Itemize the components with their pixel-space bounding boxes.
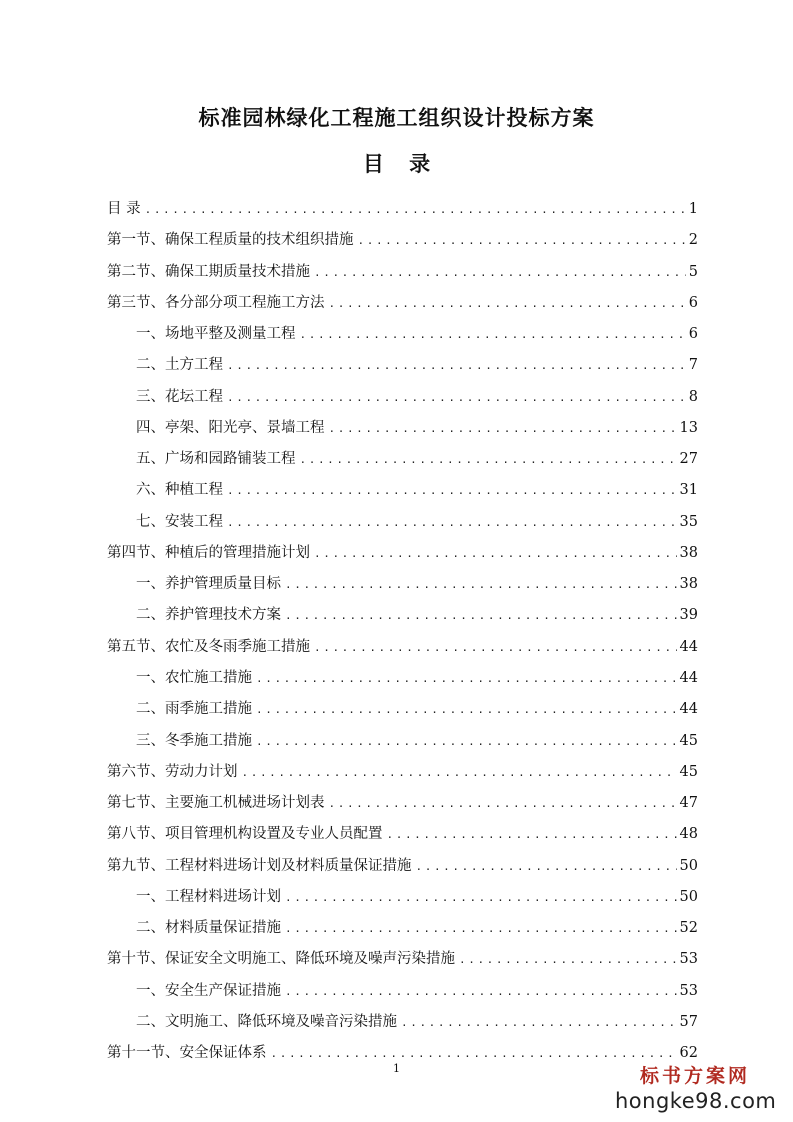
- toc-entry[interactable]: [107, 696, 698, 727]
- toc-entry-page: 45: [679, 732, 698, 749]
- toc-entry-page: 6: [688, 294, 698, 311]
- toc-entry-page: 13: [679, 419, 698, 436]
- toc-entry-label: 第十节、保证安全文明施工、降低环境及噪声污染措施: [107, 951, 455, 968]
- toc-entry-page: 44: [679, 669, 698, 686]
- toc-entry[interactable]: [107, 415, 698, 446]
- toc-entry[interactable]: [107, 227, 698, 258]
- toc-leader-dots: [227, 478, 677, 504]
- toc-entry-label: 第一节、确保工程质量的技术组织措施: [107, 232, 354, 249]
- toc-entry[interactable]: [107, 290, 698, 321]
- toc-entry-page: 48: [679, 826, 698, 843]
- toc-entry[interactable]: [107, 259, 698, 290]
- toc-entry-label: 七、安装工程: [136, 513, 223, 530]
- toc-leader-dots: [227, 510, 677, 536]
- toc-leader-dots: [300, 447, 677, 473]
- toc-heading: 目 录: [362, 151, 431, 176]
- toc-entry-label: 五、广场和园路铺装工程: [136, 451, 296, 468]
- toc-entry-label: 四、亭架、阳光亭、景墙工程: [136, 419, 325, 436]
- toc-entry[interactable]: [107, 509, 698, 540]
- toc-entry-page: 5: [688, 263, 698, 280]
- toc-entry-label: 一、农忙施工措施: [136, 669, 252, 686]
- toc-entry[interactable]: [107, 790, 698, 821]
- toc-entry-label: 一、安全生产保证措施: [136, 982, 281, 999]
- toc-entry-page: 2: [688, 232, 698, 249]
- toc-leader-dots: [358, 228, 686, 254]
- toc-leader-dots: [329, 791, 677, 817]
- toc-entry-label: 三、冬季施工措施: [136, 732, 252, 749]
- toc-entry-page: 62: [679, 1045, 698, 1062]
- toc-entry-page: 1: [688, 201, 698, 217]
- toc-entry-page: 44: [679, 638, 698, 655]
- toc-leader-dots: [285, 916, 677, 942]
- toc-entry-label: 一、工程材料进场计划: [136, 888, 281, 905]
- watermark-url: hongke98.com: [615, 1089, 777, 1113]
- toc-entry-label: 一、场地平整及测量工程: [136, 326, 296, 343]
- toc-leader-dots: [329, 291, 686, 317]
- toc-leader-dots: [227, 385, 686, 411]
- toc-entry-label: 二、雨季施工措施: [136, 701, 252, 718]
- toc-entry-page: 53: [679, 982, 698, 999]
- site-watermark: [615, 1064, 775, 1114]
- toc-entry[interactable]: [107, 884, 698, 915]
- toc-entry-label: 第八节、项目管理机构设置及专业人员配置: [107, 826, 383, 843]
- toc-entry-page: 7: [688, 357, 698, 374]
- toc-entry-page: 38: [679, 544, 698, 561]
- toc-entry[interactable]: [107, 196, 698, 227]
- toc-entry-page: 8: [688, 388, 698, 405]
- toc-entry-page: 27: [679, 451, 698, 468]
- toc-entry-page: 39: [679, 607, 698, 624]
- toc-leader-dots: [416, 854, 677, 880]
- toc-entry[interactable]: [107, 759, 698, 790]
- toc-entry-page: 50: [679, 888, 698, 905]
- table-of-contents: [107, 196, 698, 1071]
- toc-entry-page: 50: [679, 857, 698, 874]
- toc-leader-dots: [285, 885, 677, 911]
- toc-entry[interactable]: [107, 384, 698, 415]
- document-title: 标准园林绿化工程施工组织设计投标方案: [198, 105, 595, 130]
- toc-leader-dots: [242, 760, 677, 786]
- toc-leader-dots: [314, 635, 677, 661]
- toc-entry-page: 6: [688, 326, 698, 343]
- toc-entry-page: 53: [679, 951, 698, 968]
- toc-entry-label: 第五节、农忙及冬雨季施工措施: [107, 638, 310, 655]
- toc-entry-page: 52: [679, 920, 698, 937]
- toc-leader-dots: [387, 822, 677, 848]
- toc-entry-page: 47: [679, 795, 698, 812]
- toc-entry[interactable]: [107, 571, 698, 602]
- toc-leader-dots: [285, 979, 677, 1005]
- toc-entry[interactable]: [107, 853, 698, 884]
- toc-entry[interactable]: [107, 915, 698, 946]
- toc-leader-dots: [314, 541, 677, 567]
- toc-entry[interactable]: [107, 978, 698, 1009]
- toc-entry[interactable]: [107, 321, 698, 352]
- toc-entry-label: 二、土方工程: [136, 357, 223, 374]
- toc-entry[interactable]: [107, 821, 698, 852]
- toc-entry[interactable]: [107, 477, 698, 508]
- toc-entry-label: 第六节、劳动力计划: [107, 763, 238, 780]
- toc-entry[interactable]: [107, 602, 698, 633]
- toc-entry[interactable]: [107, 946, 698, 977]
- toc-entry[interactable]: [107, 446, 698, 477]
- toc-entry[interactable]: [107, 352, 698, 383]
- toc-entry-label: 一、养护管理质量目标: [136, 576, 281, 593]
- toc-entry-page: 38: [679, 576, 698, 593]
- toc-entry-page: 44: [679, 701, 698, 718]
- toc-entry-page: 45: [679, 763, 698, 780]
- toc-entry[interactable]: [107, 634, 698, 665]
- toc-leader-dots: [256, 729, 677, 755]
- toc-leader-dots: [401, 1010, 677, 1036]
- toc-entry-page: 35: [679, 513, 698, 530]
- toc-entry-page: 57: [679, 1013, 698, 1030]
- toc-entry-label: 六、种植工程: [136, 482, 223, 499]
- toc-leader-dots: [256, 697, 677, 723]
- toc-entry[interactable]: [107, 728, 698, 759]
- toc-leader-dots: [145, 197, 686, 223]
- toc-entry[interactable]: [107, 665, 698, 696]
- toc-leader-dots: [300, 322, 686, 348]
- toc-entry-label: 三、花坛工程: [136, 388, 223, 405]
- toc-leader-dots: [256, 666, 677, 692]
- toc-entry-label: 第二节、确保工期质量技术措施: [107, 263, 310, 280]
- page-number: 1: [393, 1062, 400, 1075]
- toc-entry-label: 二、材料质量保证措施: [136, 920, 281, 937]
- toc-leader-dots: [285, 603, 677, 629]
- toc-leader-dots: [329, 416, 677, 442]
- toc-entry-label: 第三节、各分部分项工程施工方法: [107, 294, 325, 311]
- toc-entry-label: 第十一节、安全保证体系: [107, 1045, 267, 1062]
- toc-entry-page: 31: [679, 482, 698, 499]
- toc-leader-dots: [314, 260, 686, 286]
- watermark-site-name: 标书方案网: [639, 1065, 750, 1087]
- toc-entry-label: 目 录: [107, 201, 141, 217]
- toc-entry-label: 第九节、工程材料进场计划及材料质量保证措施: [107, 857, 412, 874]
- toc-leader-dots: [285, 572, 677, 598]
- toc-entry[interactable]: [107, 540, 698, 571]
- toc-entry-label: 二、养护管理技术方案: [136, 607, 281, 624]
- toc-entry[interactable]: [107, 1009, 698, 1040]
- toc-entry-label: 第七节、主要施工机械进场计划表: [107, 795, 325, 812]
- toc-entry-label: 二、文明施工、降低环境及噪音污染措施: [136, 1013, 397, 1030]
- toc-leader-dots: [459, 947, 677, 973]
- toc-leader-dots: [227, 353, 686, 379]
- toc-entry-label: 第四节、种植后的管理措施计划: [107, 544, 310, 561]
